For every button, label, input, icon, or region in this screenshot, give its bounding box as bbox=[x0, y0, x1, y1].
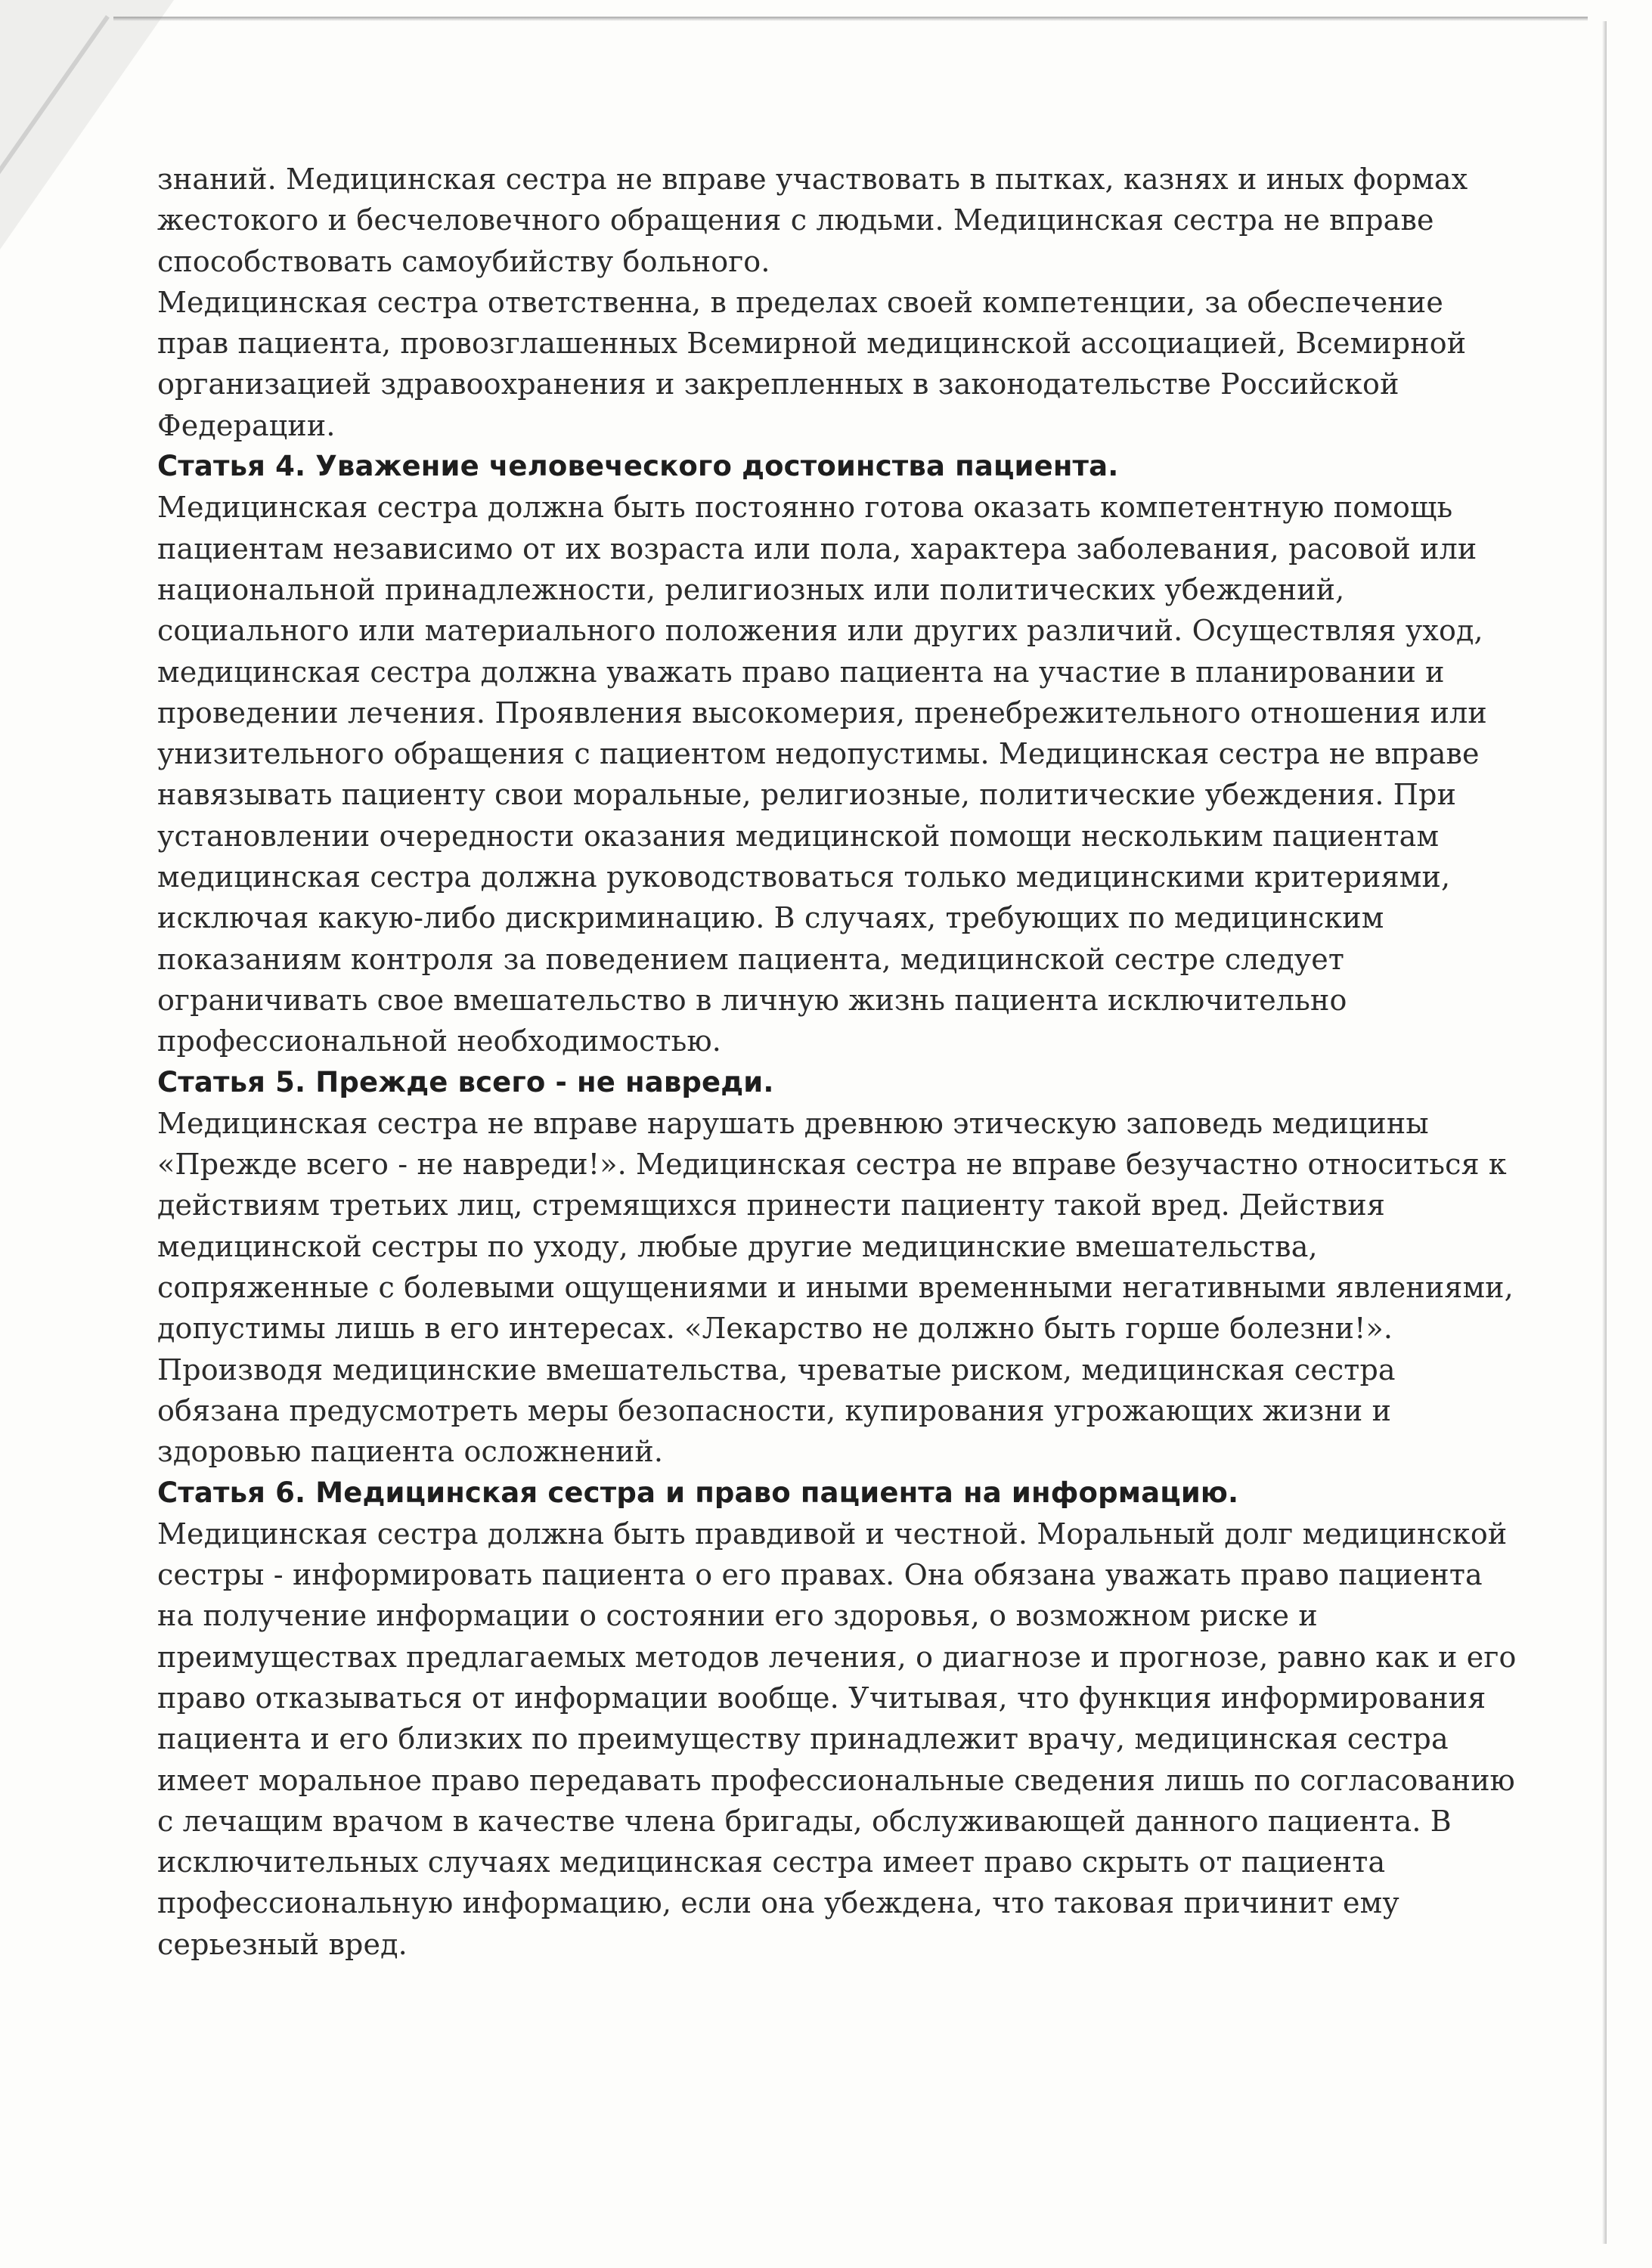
paragraph-article-6: Медицинская сестра должна быть правдивой и честной. Моральный долг медицинской сестры - информировать пациента о его правах. Она обязана уважать право пациента на получение информации о состоянии его здоровья, о возможном риске и преимуществах предлагаемых методов лечения, о диагнозе и прогнозе, равно как и его право отказываться от информации вообще. Учитывая, что функция информирования пациента и его близких по преимуществу принадлежит врачу, медицинская сестра имеет моральное право передавать профессиональные сведения лишь по согласованию с лечащим врачом в качестве члена бригады, обслуживающей данного пациента. В исключительных случаях медицинская сестра имеет право скрыть от пациента профессиональную информацию, если она убеждена, что таковая причинит ему серьезный вред. bbox=[157, 1517, 1517, 1961]
heading-article-6: Статья 6. Медицинская сестра и право пациента на информацию. bbox=[157, 1476, 1239, 1509]
page-edge-right bbox=[1602, 21, 1607, 2244]
heading-article-4: Статья 4. Уважение человеческого достоинства пациента. bbox=[157, 450, 1119, 483]
page-edge-top bbox=[113, 17, 1588, 21]
paragraph-article-5: Медицинская сестра не вправе нарушать древнюю этическую заповедь медицины «Прежде всего - не навреди!». Медицинская сестра не вправе безучастно относиться к действиям третьих лиц, стремящихся принести пациенту такой вред. Действия медицинской сестры по уходу, любые другие медицинские вмешательства, сопряженные с болевыми ощущениями и иными временными негативными явлениями, допустимы лишь в его интересах. «Лекарство не должно быть горше болезни!». Производя медицинские вмешательства, чреватые риском, медицинская сестра обязана предусмотреть меры безопасности, купирования угрожающих жизни и здоровью пациента осложнений. bbox=[157, 1106, 1514, 1469]
paragraph-patient-rights: Медицинская сестра ответственна, в пределах своей компетенции, за обеспечение прав пациента, провозглашенных Всемирной медицинской ассоциацией, Всемирной организацией здравоохранения и закрепленных в законодательстве Российской Федерации. bbox=[157, 285, 1467, 442]
heading-article-5: Статья 5. Прежде всего - не навреди. bbox=[157, 1065, 774, 1098]
paragraph-intro-continuation: знаний. Медицинская сестра не вправе участвовать в пытках, казнях и иных формах жестокого и бесчеловечного обращения с людьми. Медицинская сестра не вправе способствовать самоубийству больного. bbox=[157, 163, 1468, 278]
document-body bbox=[157, 159, 1518, 1965]
folded-corner bbox=[0, 0, 174, 249]
paragraph-article-4: Медицинская сестра должна быть постоянно готова оказать компетентную помощь пациентам независимо от их возраста или пола, характера заболевания, расовой или национальной принадлежности, религиозных или политических убеждений, социального или материального положения или других различий. Осуществляя уход, медицинская сестра должна уважать право пациента на участие в планировании и проведении лечения. Проявления высокомерия, пренебрежительного отношения или унизительного обращения с пациентом недопустимы. Медицинская сестра не вправе навязывать пациенту свои моральные, религиозные, политические убеждения. При установлении очередности оказания медицинской помощи нескольким пациентам медицинская сестра должна руководствоваться только медицинскими критериями, исключая какую-либо дискриминацию. В случаях, требующих по медицинским показаниям контроля за поведением пациента, медицинской сестре следует ограничивать свое вмешательство в личную жизнь пациента исключительно профессиональной необходимостью. bbox=[157, 491, 1487, 1058]
